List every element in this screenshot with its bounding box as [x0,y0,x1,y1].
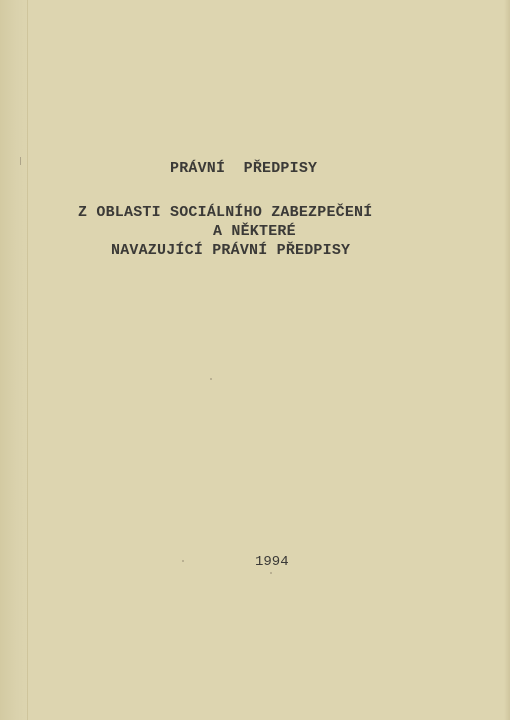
paper-speck [210,378,212,380]
paper-scratch [20,157,21,165]
cover-right-edge [504,0,510,720]
cover-subtitle-line-2: A NĚKTERÉ [213,223,296,240]
paper-speck [270,572,272,574]
spine-fold-line [27,0,28,720]
cover-subtitle-line-3: NAVAZUJÍCÍ PRÁVNÍ PŘEDPISY [111,242,351,259]
paper-speck [182,560,184,562]
cover-title: PRÁVNÍ PŘEDPISY [170,160,318,177]
cover-spine-edge [0,0,28,720]
cover-subtitle-line-1: Z OBLASTI SOCIÁLNÍHO ZABEZPEČENÍ [78,204,373,221]
publication-year: 1994 [255,554,289,570]
